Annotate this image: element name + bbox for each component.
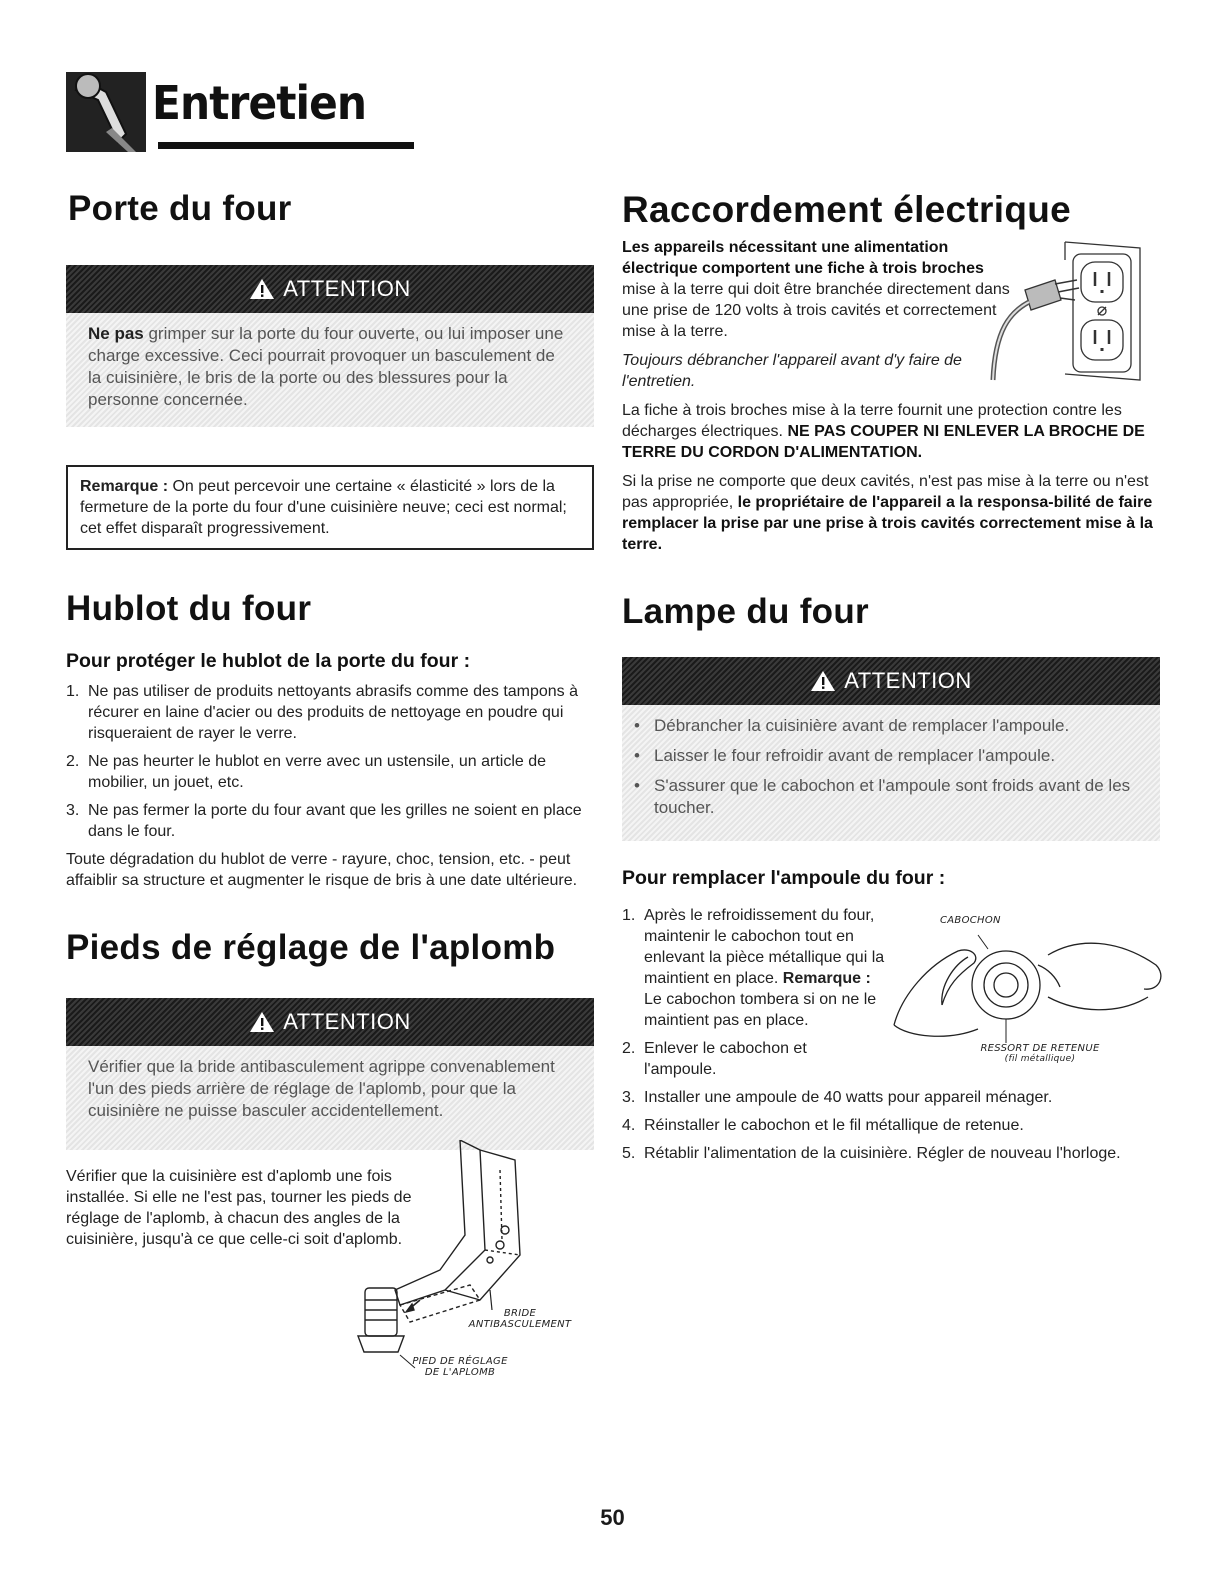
figure-label-bride: BRIDE ANTIBASCULEMENT	[468, 1308, 572, 1330]
section-title-lampe: Lampe du four	[622, 591, 869, 631]
list-item: 1. Après le refroidissement du four, maintenir le cabochon tout en enlevant la pièce métallique qui la maintient en place. Remarque : Le cabochon tombera si on ne le maintient pas en place.	[622, 906, 885, 1029]
list-item: 4. Réinstaller le cabochon et le fil métallique de retenue.	[622, 1116, 1024, 1134]
list-item: 3. Installer une ampoule de 40 watts pour appareil ménager.	[622, 1088, 1053, 1106]
section-title-hublot: Hublot du four	[66, 588, 312, 628]
raccordement-intro-rest: mise à la terre qui doit être branchée directement dans une prise de 120 volts à trois cavités et correctement mise à la terre.	[622, 280, 1010, 340]
wrench-icon	[66, 72, 146, 152]
outlet-plug-illustration	[985, 240, 1145, 400]
note-text: On peut percevoir une certaine « élasticité » lors de la fermeture de la porte du four d'une cuisinière neuve; ceci est normal; cet effet disparaît progressivement.	[80, 477, 567, 537]
header-underline	[158, 142, 414, 149]
hublot-steps	[66, 681, 594, 842]
attention-message: Vérifier que la bride antibasculement agrippe convenablement l'un des pieds arrière de réglage de l'aplomb, pour que la cuisinière ne puisse basculer accidentellement.	[66, 1046, 594, 1150]
list-item: 2. Enlever le cabochon et l'ampoule.	[622, 1039, 807, 1078]
attention-box-pieds	[66, 998, 594, 1150]
list-item: 3. Ne pas fermer la porte du four avant que les grilles ne soient en place dans le four.	[66, 802, 582, 841]
anti-tip-bracket-illustration	[340, 1140, 550, 1385]
raccordement-intro	[622, 237, 1022, 342]
list-item: • Débrancher la cuisinière avant de remplacer l'ampoule.	[632, 715, 1138, 737]
note-label: Remarque :	[80, 477, 169, 495]
section-title-raccordement: Raccordement électrique	[622, 189, 1072, 230]
list-item: 2. Ne pas heurter le hublot en verre avec un ustensile, un article de mobilier, un jouet, etc.	[66, 753, 547, 792]
attention-header	[66, 265, 594, 313]
lamp-lens-illustration	[888, 925, 1166, 1055]
raccordement-para2: La fiche à trois broches mise à la terre fournit une protection contre les décharges électriques. NE PAS COUPER NI ENLEVER LA BROCHE DE TERRE DU CORDON D'ALIMENTATION.	[622, 401, 1145, 461]
attention-message	[622, 705, 1160, 841]
left-column	[66, 190, 594, 1250]
warning-triangle-icon	[249, 278, 275, 300]
list-item: 1. Ne pas utiliser de produits nettoyants abrasifs comme des tampons à récurer en laine d'acier ou des produits de nettoyage en poudre qui risqueraient de rayer le verre.	[66, 683, 579, 743]
page-number: 50	[600, 1505, 625, 1530]
raccordement-italic: Toujours débrancher l'appareil avant d'y faire de l'entretien.	[622, 351, 962, 390]
warning-bold-text: Ne pas	[88, 323, 144, 343]
attention-header	[66, 998, 594, 1046]
attention-message	[66, 313, 594, 427]
list-item: 5. Rétablir l'alimentation de la cuisinière. Régler de nouveau l'horloge.	[622, 1144, 1121, 1162]
step1-note-label: Remarque :	[782, 969, 871, 987]
attention-label: ATTENTION	[844, 668, 972, 694]
subtitle-lampe: Pour remplacer l'ampoule du four :	[622, 867, 946, 890]
note-box	[66, 465, 594, 550]
subtitle-hublot: Pour protéger le hublot de la porte du four :	[66, 650, 471, 672]
page-header	[66, 58, 366, 168]
section-title-pieds: Pieds de réglage de l'aplomb	[66, 928, 556, 968]
attention-label: ATTENTION	[283, 275, 411, 301]
warning-text: grimper sur la porte du four ouverte, ou lui imposer une charge excessive. Ceci pourrait provoquer un basculement de la cuisinière, le bris de la porte ou des blessures pour la personne concernée.	[88, 323, 564, 409]
pieds-paragraph: Vérifier que la cuisinière est d'aplomb une fois installée. Si elle ne l'est pas, tourner les pieds de réglage de l'aplomb, à chacun des angles de la cuisinière, jusqu'à ce que celle-ci soit d'aplomb.	[66, 1167, 412, 1248]
lampe-warning-list	[632, 715, 1138, 819]
attention-header	[622, 657, 1160, 705]
hublot-paragraph: Toute dégradation du hublot de verre - rayure, choc, tension, etc. - peut affaiblir sa structure et augmenter le risque de bris à une date ultérieure.	[66, 851, 578, 890]
attention-label: ATTENTION	[283, 1008, 411, 1034]
attention-box-porte	[66, 265, 594, 427]
raccordement-para2-bold: NE PAS COUPER NI ENLEVER LA BROCHE DE TERRE DU CORDON D'ALIMENTATION.	[622, 422, 1145, 461]
raccordement-para3-bold: le propriétaire de l'appareil a la responsa-bilité de faire remplacer la prise par une prise à trois cavités correctement mise à la terre.	[622, 493, 1153, 553]
warning-triangle-icon	[810, 670, 836, 692]
figure-label-pied: PIED DE RÉGLAGE DE L'APLOMB	[412, 1356, 508, 1378]
raccordement-intro-bold: Les appareils nécessitant une alimentation électrique comportent une fiche à trois broches	[622, 238, 984, 277]
list-item: • Laisser le four refroidir avant de remplacer l'ampoule.	[632, 745, 1138, 767]
page-title: Entretien	[152, 76, 367, 130]
attention-box-lampe	[622, 657, 1160, 841]
warning-triangle-icon	[249, 1011, 275, 1033]
raccordement-para3: Si la prise ne comporte que deux cavités, n'est pas mise à la terre ou n'est pas appropriée, le propriétaire de l'appareil a la responsa-bilité de faire remplacer la prise par une prise à trois cavités correctement mise à la terre.	[622, 472, 1153, 553]
figure-label-cabochon: CABOCHON	[940, 915, 1001, 926]
figure-label-ressort: RESSORT DE RETENUE (fil métallique)	[980, 1043, 1100, 1064]
list-item: • S'assurer que le cabochon et l'ampoule sont froids avant de les toucher.	[632, 775, 1138, 819]
section-title-porte: Porte du four	[68, 189, 292, 228]
